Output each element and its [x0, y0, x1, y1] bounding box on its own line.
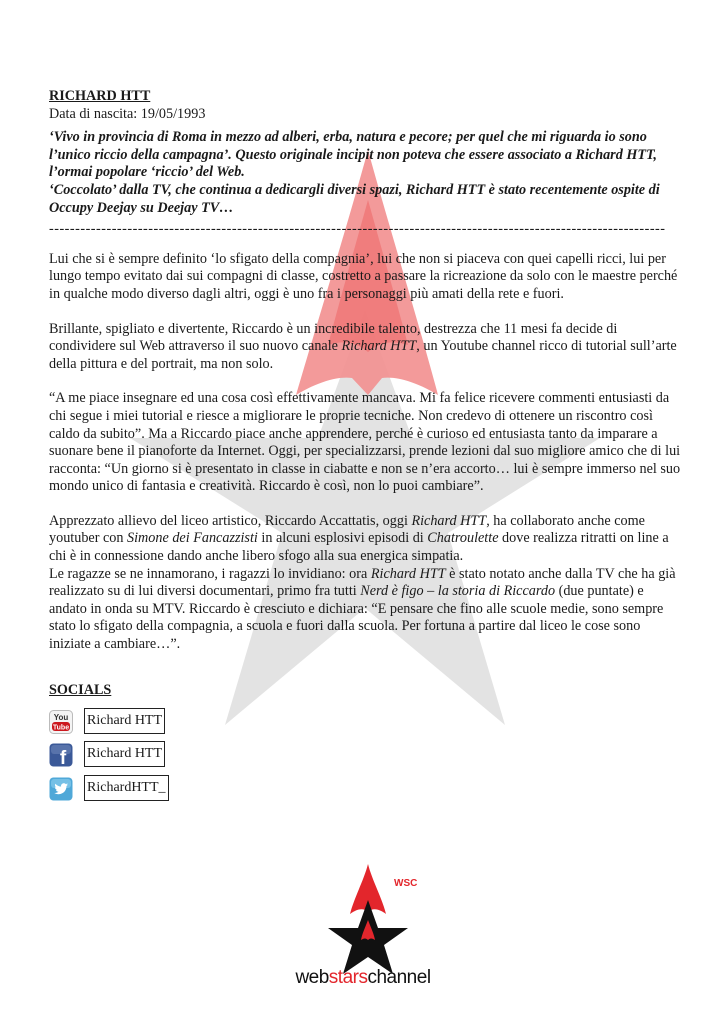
twitter-handle[interactable]: RichardHTT_ [84, 775, 169, 801]
logo-word-web: web [295, 967, 329, 988]
paragraph-5-text-a: Le ragazze se ne innamorano, i ragazzi lo invidiano: ora [49, 565, 371, 582]
intro-tv: ‘Coccolato’ dalla TV, che continua a dedicargli diversi spazi, Richard HTT è stato recentemente ospite di Occupy Deejay su Deejay TV… [49, 181, 660, 216]
socials-title: SOCIALS [49, 682, 112, 698]
paragraph-4-em-3: Chatroulette [427, 530, 499, 547]
paragraph-1: Lui che si è sempre definito ‘lo sfigato della compagnia’, lui che non si piaceva con quei capelli ricci, lui per lungo tempo evitato dai sui compagni di classe, costretto a passare la ricreazione da solo con le maestre perché in qualche modo diverso dagli altri, oggi è uno fra i personaggi più amati della rete e fuori. [49, 250, 678, 302]
separator-line: ---------------------------------------------------------------------------------------------------------------------- [49, 221, 666, 238]
paragraph-4-text-d: dove realizza ritratti on line a chi è in connessione dando anche libero sfogo alla sua energica simpatia. [49, 530, 669, 565]
paragraph-4-em-2: Simone dei Fancazzisti [127, 530, 258, 547]
webstarschannel-logo [278, 862, 448, 992]
paragraph-5-em-1: Richard HTT [370, 565, 446, 582]
paragraph-3: “A me piace insegnare ed una cosa così effettivamente mancava. Mi fa felice ricevere commenti entusiasti da chi segue i miei tutorial e riesce a migliorare le proprie tecniche. Non credevo di ottenere un riscontro così caldo da subito”. Ma a Riccardo piace anche apprendere, perché è curioso ed entusiasta tanto da imparare a suonare bene il pianoforte da Internet. Oggi, per specializzarsi, prende lezioni dal suo migliore amico che di lui racconta: “Un giorno si è presentato in classe in ciabatte e non se n’era accorto… lui è sempre immerso nel suo mondo unico di fantasia e creatività. Riccardo è così, non lo puoi cambiare”. [49, 390, 681, 495]
youtube-icon[interactable] [49, 710, 73, 734]
paragraph-5-text-c: (due puntate) e andato in onda su MTV. Riccardo è cresciuto e dichiara: “E pensare che fino alle scuole medie, sono sempre stato lo sfigato della compagnia, a scuola e fuori dalla scuola. Per fortuna a partire dal liceo le cose sono iniziate a cambiare…”. [49, 583, 664, 653]
logo-word-channel: channel [367, 967, 431, 988]
paragraph-4-em-1: Richard HTT [411, 512, 487, 529]
facebook-icon-glyph: f [59, 748, 67, 767]
paragraph-2-channel-name: Richard HTT [341, 338, 417, 355]
youtube-icon-you: You [53, 713, 69, 722]
paragraph-2-text-b: , un Youtube channel ricco di tutorial sull’arte della pittura e del portrait, ma non solo. [49, 338, 677, 372]
paragraph-4-text-b: , ha collaborato anche come youtuber con [49, 512, 645, 547]
facebook-handle[interactable]: Richard HTT [84, 741, 165, 767]
paragraph-4-text-c: in alcuni esplosivi episodi di [257, 530, 428, 547]
facebook-icon[interactable] [49, 743, 73, 767]
twitter-icon[interactable] [49, 777, 73, 801]
paragraph-4 [49, 513, 681, 566]
paragraph-4-text-a: Apprezzato allievo del liceo artistico, Riccardo Accattatis, oggi [49, 512, 412, 529]
logo-word-stars: stars [328, 967, 368, 988]
document-body [49, 88, 681, 654]
youtube-icon-tube: Tube [52, 724, 70, 732]
paragraph-5 [49, 566, 681, 654]
logo-badge: WSC [394, 878, 418, 889]
paragraph-2 [49, 321, 681, 374]
paragraph-5-em-2: Nerd è figo – la storia di Riccardo [360, 583, 556, 600]
youtube-handle[interactable]: Richard HTT [84, 708, 165, 734]
profile-name: RICHARD HTT [49, 88, 151, 104]
paragraph-5-text-b: è stato notato anche dalla TV che ha già realizzato su di lui diversi documentari, primo fra tutti [49, 565, 676, 600]
logo-wordmark [294, 967, 430, 988]
intro-quote: ‘Vivo in provincia di Roma in mezzo ad alberi, erba, natura e pecore; per quel che mi riguarda io sono l’unico riccio della campagna’. Questo originale incipit non poteva che essere associato a Richard HTT, l’ormai popolare ‘riccio’ del Web. [49, 129, 657, 181]
paragraph-2-text-a: Brillante, spigliato e divertente, Riccardo è un incredibile talento, destrezza che 11 mesi fa decide di condividere sul Web attraverso il suo nuovo canale [49, 320, 618, 355]
birth-date: Data di nascita: 19/05/1993 [49, 105, 206, 122]
